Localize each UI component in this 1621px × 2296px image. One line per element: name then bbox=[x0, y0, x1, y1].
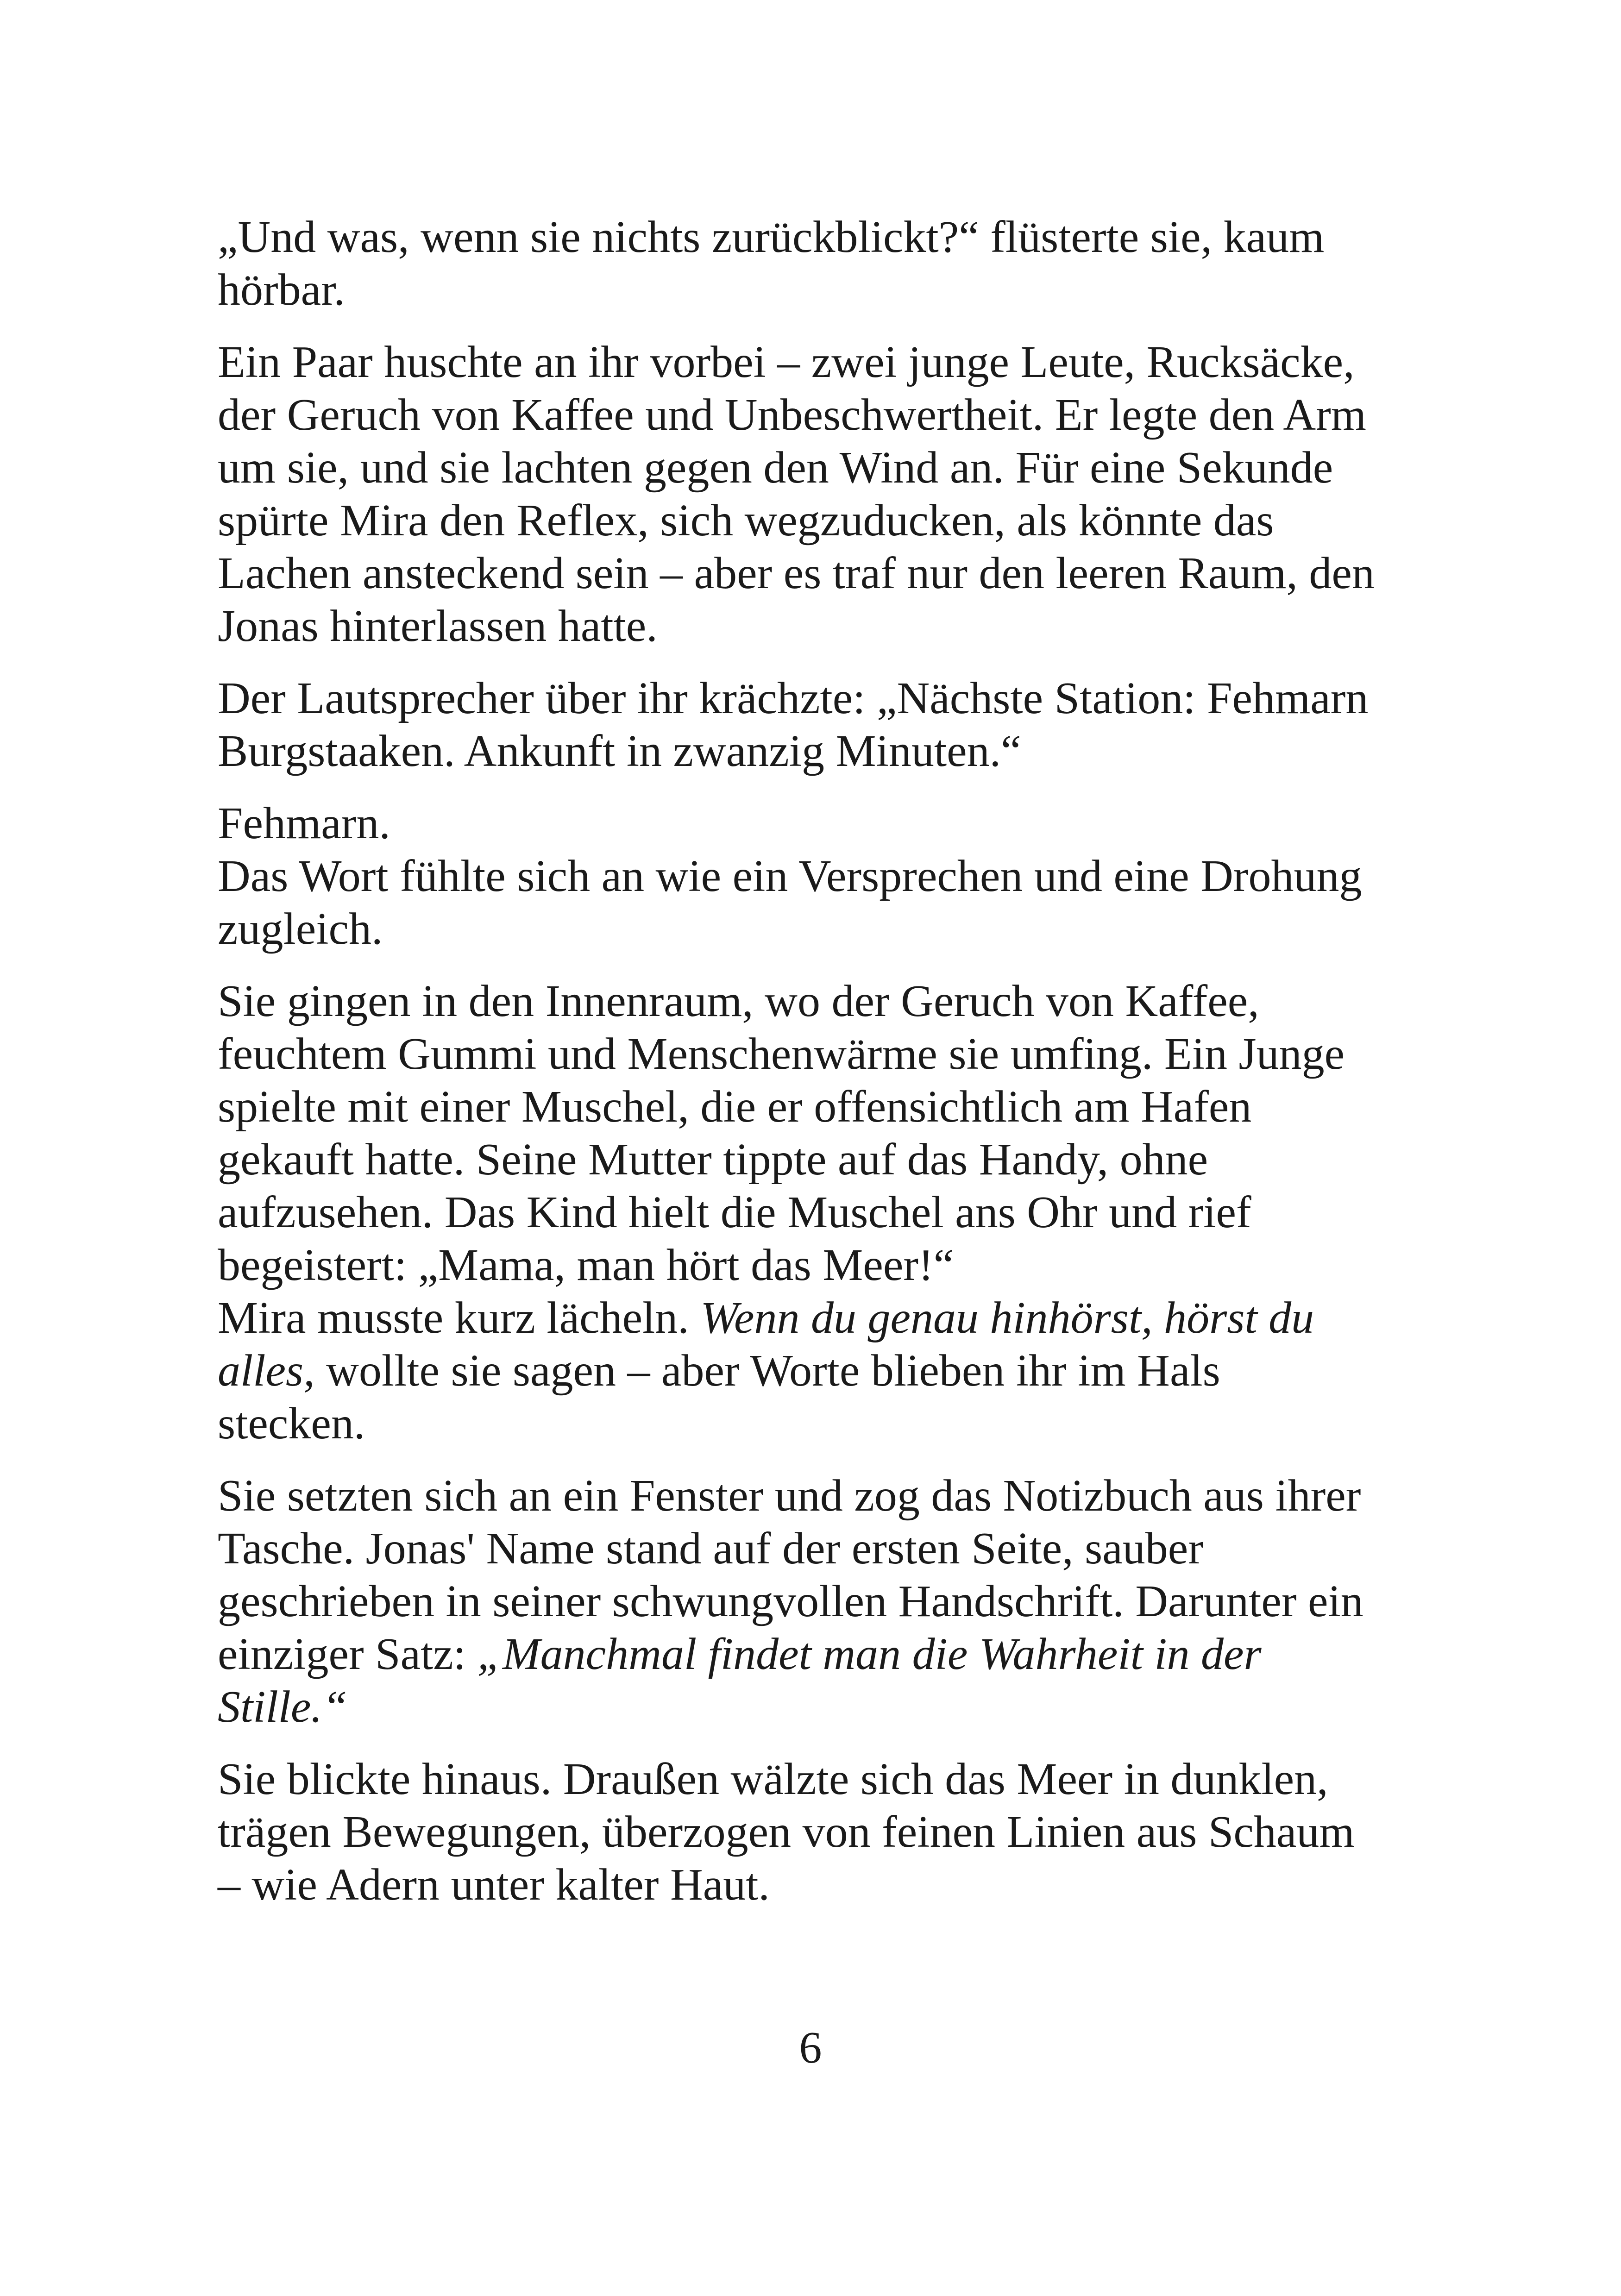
text-line bbox=[218, 1681, 1431, 1733]
paragraph bbox=[218, 1753, 1431, 1911]
paragraph bbox=[218, 797, 1431, 955]
paragraph bbox=[218, 1469, 1431, 1733]
body-text bbox=[218, 211, 1431, 1931]
text-line bbox=[218, 1522, 1431, 1575]
text-run: trägen Bewegungen, überzogen von feinen Linien aus Schaum bbox=[218, 1807, 1355, 1857]
italic-text: Wenn du genau hinhörst, hörst du bbox=[700, 1293, 1314, 1343]
text-run: feuchtem Gummi und Menschenwärme sie umfing. Ein Junge bbox=[218, 1029, 1345, 1079]
text-line bbox=[218, 600, 1431, 652]
text-run: hörbar. bbox=[218, 265, 345, 315]
text-line bbox=[218, 1292, 1431, 1344]
text-run: wollte sie sagen – aber Worte blieben ihr im Hals bbox=[314, 1346, 1220, 1396]
text-line bbox=[218, 336, 1431, 389]
text-line bbox=[218, 1133, 1431, 1186]
text-run: Fehmarn. bbox=[218, 798, 390, 848]
paragraph bbox=[218, 672, 1431, 778]
text-run: Tasche. Jonas' Name stand auf der ersten Seite, sauber bbox=[218, 1524, 1203, 1574]
text-line bbox=[218, 903, 1431, 955]
text-run: Sie gingen in den Innenraum, wo der Geruch von Kaffee, bbox=[218, 976, 1259, 1026]
text-line bbox=[218, 263, 1431, 316]
text-line bbox=[218, 494, 1431, 547]
text-line bbox=[218, 1080, 1431, 1133]
text-run: „Und was, wenn sie nichts zurückblickt?“ flüsterte sie, kaum bbox=[218, 212, 1325, 262]
text-run: Jonas hinterlassen hatte. bbox=[218, 601, 658, 651]
text-run: einziger Satz: bbox=[218, 1629, 478, 1679]
text-line bbox=[218, 441, 1431, 494]
text-line bbox=[218, 1186, 1431, 1239]
text-line bbox=[218, 211, 1431, 263]
text-run: Das Wort fühlte sich an wie ein Versprechen und eine Drohung bbox=[218, 851, 1362, 901]
italic-text: alles, bbox=[218, 1346, 315, 1396]
text-run: geschrieben in seiner schwungvollen Handschrift. Darunter ein bbox=[218, 1576, 1363, 1626]
text-run: aufzusehen. Das Kind hielt die Muschel ans Ohr und rief bbox=[218, 1187, 1251, 1237]
text-line bbox=[218, 672, 1431, 725]
text-line bbox=[218, 389, 1431, 441]
text-run: Mira musste kurz lächeln. bbox=[218, 1293, 701, 1343]
text-line bbox=[218, 1397, 1431, 1450]
italic-text: „Manchmal findet man die Wahrheit in der bbox=[477, 1629, 1262, 1679]
text-run: Sie blickte hinaus. Draußen wälzte sich das Meer in dunklen, bbox=[218, 1754, 1328, 1804]
text-line bbox=[218, 850, 1431, 903]
text-run: Der Lautsprecher über ihr krächzte: „Nächste Station: Fehmarn bbox=[218, 673, 1369, 723]
text-line bbox=[218, 975, 1431, 1028]
text-run: Burgstaaken. Ankunft in zwanzig Minuten.“ bbox=[218, 726, 1021, 776]
paragraph bbox=[218, 211, 1431, 316]
text-line bbox=[218, 1028, 1431, 1080]
text-line bbox=[218, 797, 1431, 850]
text-run: Ein Paar huschte an ihr vorbei – zwei junge Leute, Rucksäcke, bbox=[218, 337, 1355, 387]
text-line bbox=[218, 1753, 1431, 1806]
text-run: Sie setzten sich an ein Fenster und zog das Notizbuch aus ihrer bbox=[218, 1471, 1361, 1521]
text-run: Lachen ansteckend sein – aber es traf nur den leeren Raum, den bbox=[218, 548, 1375, 598]
text-run: – wie Adern unter kalter Haut. bbox=[218, 1860, 770, 1910]
text-line bbox=[218, 1239, 1431, 1292]
text-run: zugleich. bbox=[218, 904, 383, 954]
text-line bbox=[218, 725, 1431, 778]
text-run: gekauft hatte. Seine Mutter tippte auf das Handy, ohne bbox=[218, 1135, 1208, 1185]
text-line bbox=[218, 1628, 1431, 1681]
paragraph bbox=[218, 975, 1431, 1450]
text-line bbox=[218, 547, 1431, 600]
text-line bbox=[218, 1575, 1431, 1628]
page-number: 6 bbox=[799, 2023, 822, 2073]
italic-text: Stille.“ bbox=[218, 1682, 348, 1732]
text-run: der Geruch von Kaffee und Unbeschwertheit. Er legte den Arm bbox=[218, 390, 1366, 440]
text-line bbox=[218, 1469, 1431, 1522]
text-run: spielte mit einer Muschel, die er offensichtlich am Hafen bbox=[218, 1082, 1252, 1132]
paragraph bbox=[218, 336, 1431, 652]
text-run: um sie, und sie lachten gegen den Wind an. Für eine Sekunde bbox=[218, 443, 1333, 493]
text-run: spürte Mira den Reflex, sich wegzuducken, als könnte das bbox=[218, 496, 1274, 546]
text-run: stecken. bbox=[218, 1399, 365, 1449]
text-run: begeistert: „Mama, man hört das Meer!“ bbox=[218, 1240, 954, 1290]
text-line bbox=[218, 1806, 1431, 1858]
text-line bbox=[218, 1344, 1431, 1397]
text-line bbox=[218, 1858, 1431, 1911]
